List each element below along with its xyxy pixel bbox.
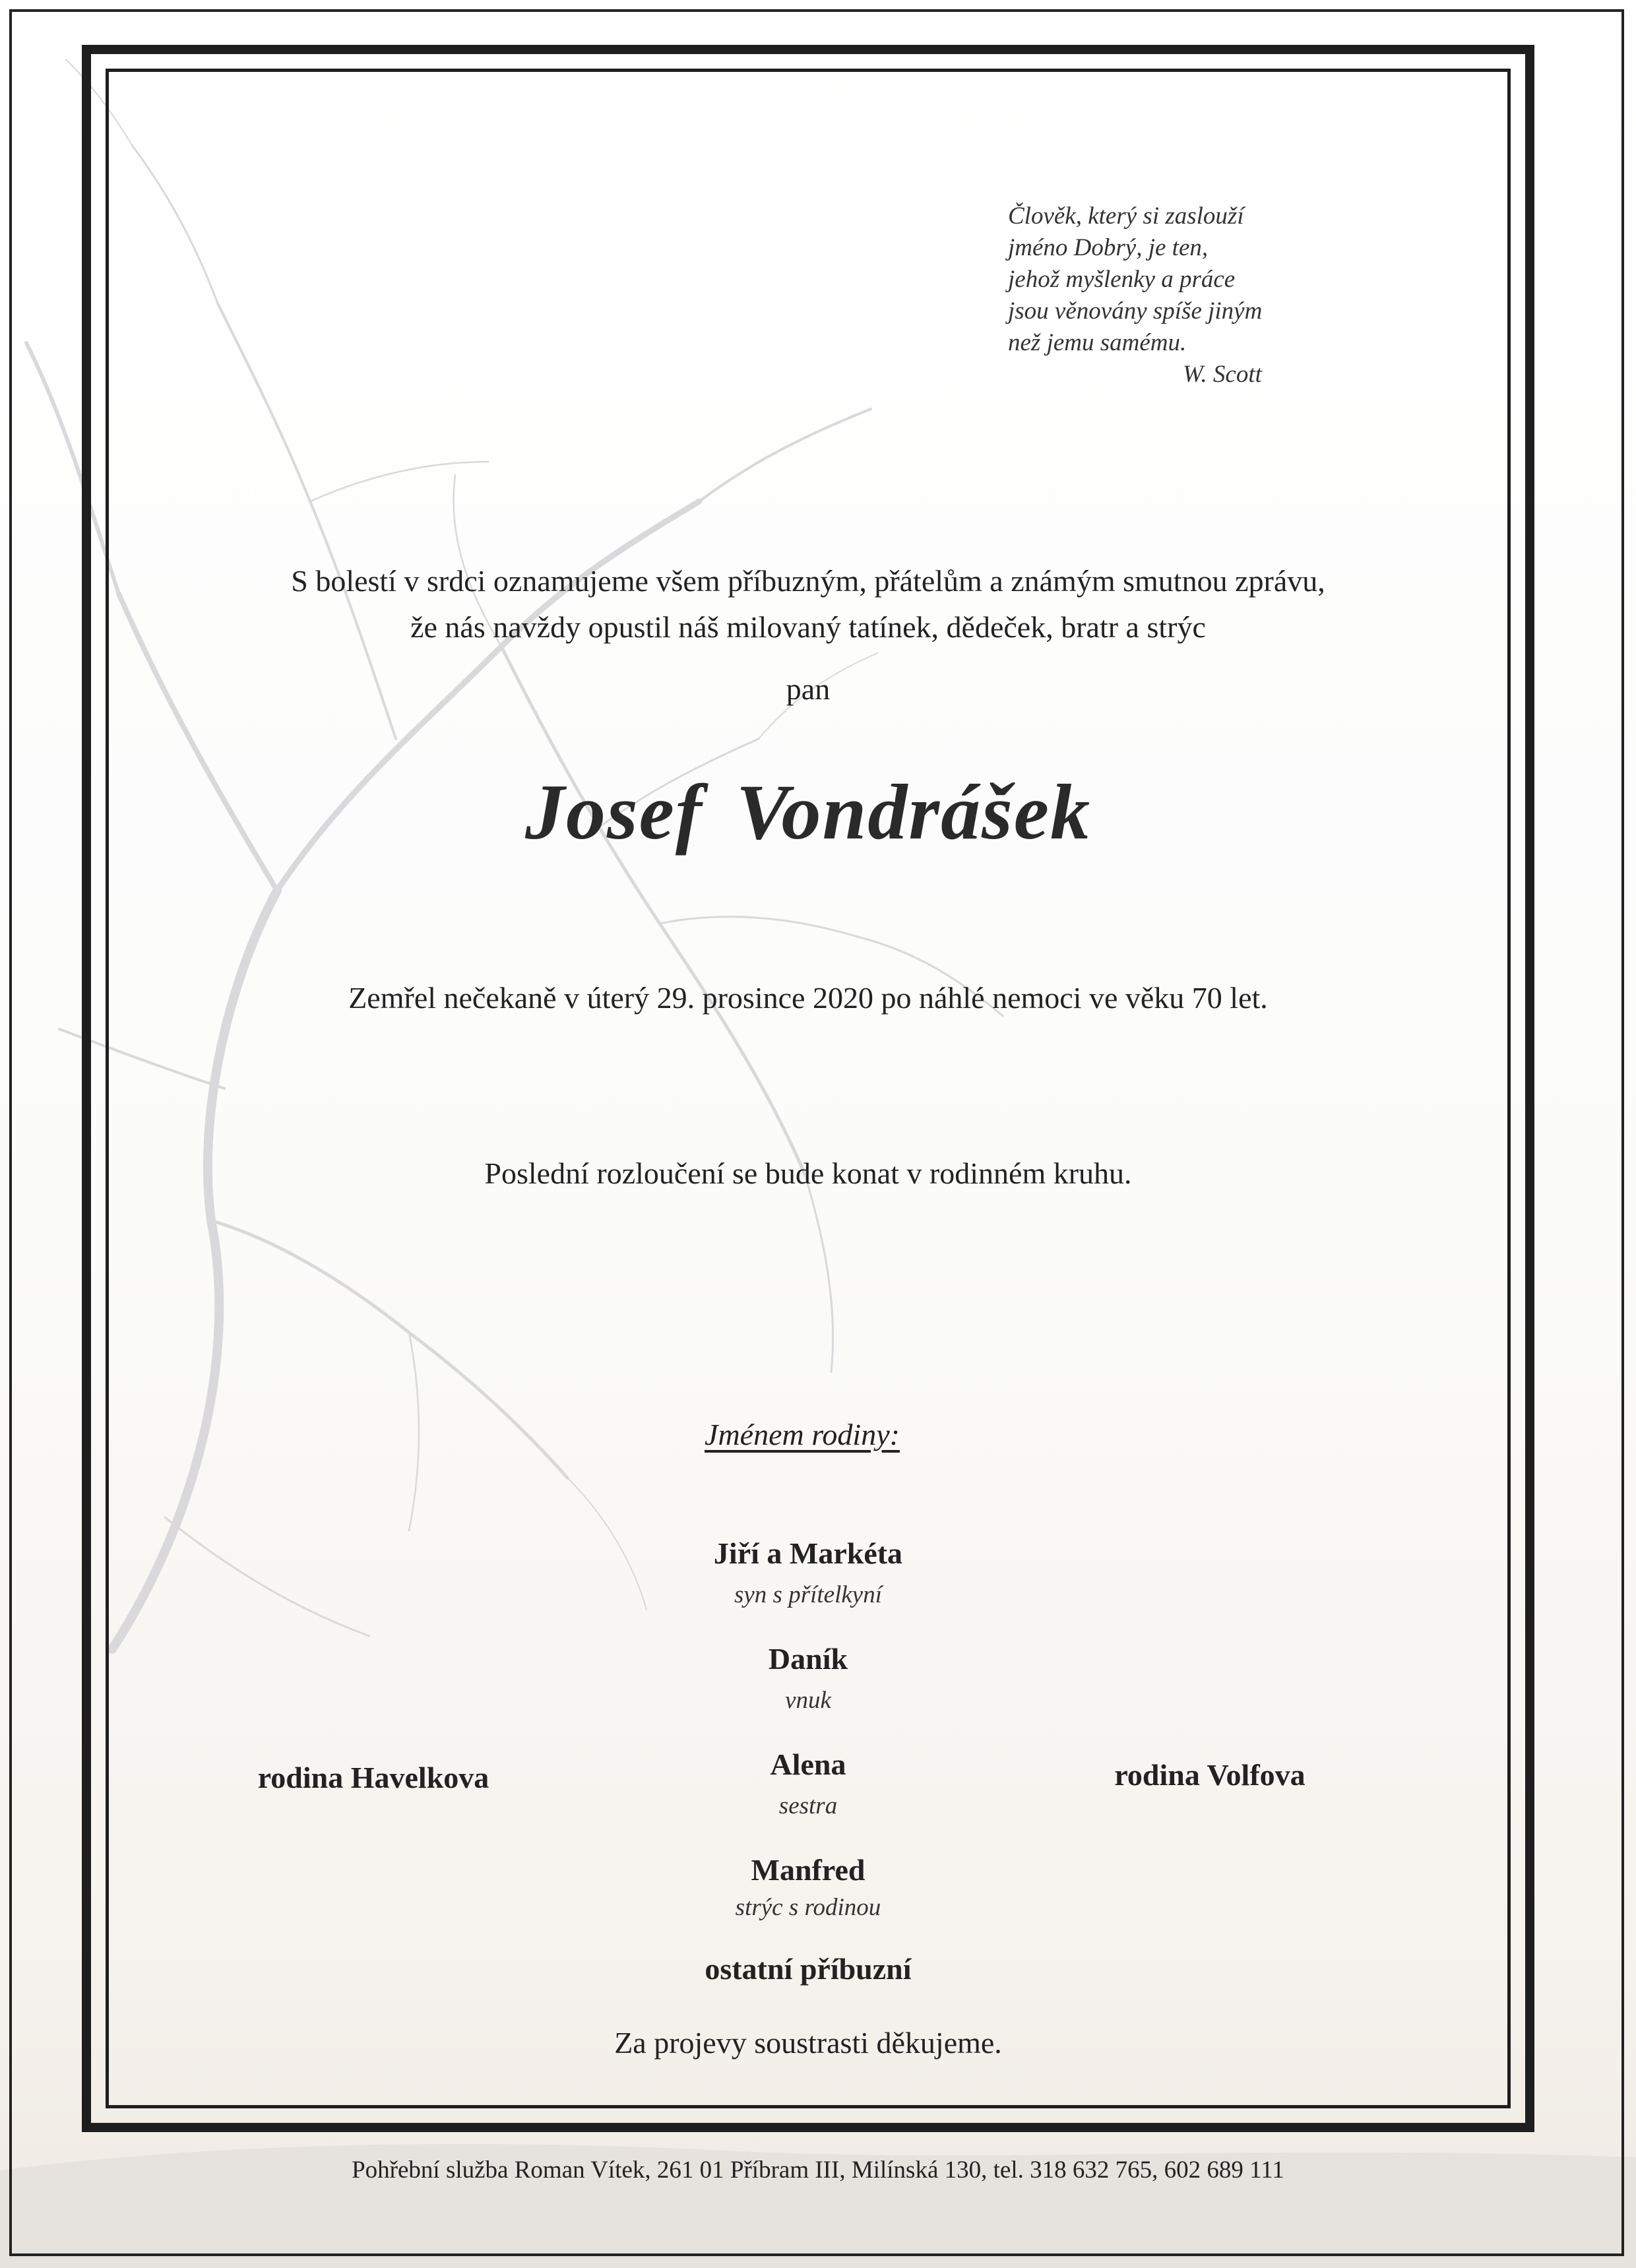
side-family-right: rodina Volfova xyxy=(1114,1758,1306,1792)
family-member-role: syn s přítelkyní xyxy=(734,1581,882,1608)
announcement xyxy=(112,558,1504,650)
quote-line: jehož myšlenky a práce xyxy=(1008,266,1236,293)
family-member-role: vnuk xyxy=(785,1687,831,1714)
deceased-first-name: Josef xyxy=(524,768,703,856)
thanks-line: Za projevy soustrasti děkujeme. xyxy=(614,2026,1002,2060)
family-member-name: Jiří a Markéta xyxy=(713,1536,903,1570)
family-member-name: Alena xyxy=(770,1748,846,1781)
funeral-service-footer: Pohřební služba Roman Vítek, 261 01 Příbram III, Milínská 130, tel. 318 632 765, 602 689 111 xyxy=(352,2157,1284,2184)
deceased-name xyxy=(112,767,1504,858)
quote-block xyxy=(1008,201,1377,391)
other-relatives: ostatní příbuzní xyxy=(705,1952,912,1986)
family-label-text: Jménem rodiny: xyxy=(705,1418,900,1451)
death-notice: Zemřel nečekaně v úterý 29. prosince 2020 po náhlé nemoci ve věku 70 let. xyxy=(348,981,1268,1015)
quote-line: jméno Dobrý, je ten, xyxy=(1008,234,1209,261)
salutation: pan xyxy=(786,672,831,706)
family-member-role: sestra xyxy=(778,1792,838,1819)
announcement-line-1: S bolestí v srdci oznamujeme všem příbuzným, přátelům a známým smutnou zprávu, xyxy=(291,564,1325,598)
side-family-left: rodina Havelkova xyxy=(257,1761,489,1794)
quote-line: než jemu samému. xyxy=(1008,329,1187,356)
announcement-line-2: že nás navždy opustil náš milovaný tatínek, dědeček, bratr a strýc xyxy=(410,610,1206,644)
quote-line: Člověk, který si zaslouží xyxy=(1008,203,1244,230)
deceased-last-name: Vondrášek xyxy=(736,768,1092,856)
family-label xyxy=(112,1417,1504,1452)
family-member-name: Daník xyxy=(768,1642,848,1676)
farewell-notice: Poslední rozloučení se bude konat v rodinném kruhu. xyxy=(484,1156,1132,1190)
family-member-name: Manfred xyxy=(751,1853,865,1887)
quote-author: W. Scott xyxy=(1183,361,1262,388)
family-member-role: strýc s rodinou xyxy=(735,1894,881,1921)
quote-line: jsou věnovány spíše jiným xyxy=(1008,298,1263,325)
